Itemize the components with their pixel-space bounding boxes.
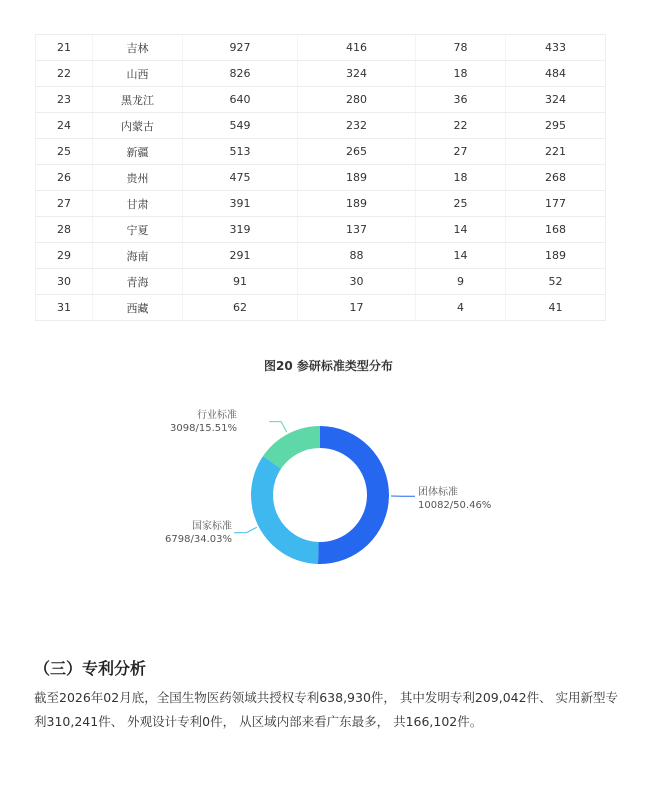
table-cell: 137 <box>298 217 416 243</box>
table-cell: 88 <box>298 243 416 269</box>
table-cell: 内蒙古 <box>93 113 183 139</box>
table-cell: 280 <box>298 87 416 113</box>
table-cell: 29 <box>36 243 93 269</box>
table-cell: 232 <box>298 113 416 139</box>
table-cell: 268 <box>506 165 606 191</box>
slice-group <box>318 426 389 564</box>
section-paragraph: 截至2026年02月底，全国生物医药领域共授权专利638,930件， 其中发明专利209,042件、 实用新型专利310,241件、 外观设计专利0件， 从区域内部来看广东最多， 共166,102件。 <box>34 690 619 729</box>
table-cell: 391 <box>183 191 298 217</box>
table-cell: 黑龙江 <box>93 87 183 113</box>
slice-industry-leader-line <box>269 422 287 433</box>
table-cell: 484 <box>506 61 606 87</box>
table-cell: 36 <box>416 87 506 113</box>
table-cell: 41 <box>506 295 606 321</box>
table-cell: 433 <box>506 35 606 61</box>
table-cell: 青海 <box>93 269 183 295</box>
section-title: （三）专利分析 <box>34 659 147 678</box>
table-cell: 416 <box>298 35 416 61</box>
table-cell: 826 <box>183 61 298 87</box>
table-cell: 17 <box>298 295 416 321</box>
table-cell: 927 <box>183 35 298 61</box>
table-cell: 14 <box>416 217 506 243</box>
table-cell: 山西 <box>93 61 183 87</box>
table-cell: 31 <box>36 295 93 321</box>
table-cell: 27 <box>36 191 93 217</box>
table-cell: 西藏 <box>93 295 183 321</box>
table-cell: 475 <box>183 165 298 191</box>
table-cell: 吉林 <box>93 35 183 61</box>
table-cell: 25 <box>36 139 93 165</box>
table-cell: 221 <box>506 139 606 165</box>
slice-label-national-box <box>165 520 232 546</box>
table-cell: 30 <box>36 269 93 295</box>
table-cell: 21 <box>36 35 93 61</box>
table-cell: 177 <box>506 191 606 217</box>
slice-name-industry: 行业标准 <box>197 410 237 421</box>
table-cell: 23 <box>36 87 93 113</box>
table-cell: 189 <box>298 191 416 217</box>
table-cell: 24 <box>36 113 93 139</box>
table-cell: 291 <box>183 243 298 269</box>
slice-value-national: 6798/34.03% <box>165 534 232 545</box>
slice-national <box>251 456 319 564</box>
table-cell: 324 <box>506 87 606 113</box>
table-cell: 贵州 <box>93 165 183 191</box>
table-cell: 25 <box>416 191 506 217</box>
table-cell: 14 <box>416 243 506 269</box>
table-cell: 62 <box>183 295 298 321</box>
table-cell: 18 <box>416 61 506 87</box>
table-cell: 22 <box>36 61 93 87</box>
slice-value-group: 10082/50.46% <box>418 500 492 511</box>
table-cell: 4 <box>416 295 506 321</box>
table-cell: 9 <box>416 269 506 295</box>
table-cell: 513 <box>183 139 298 165</box>
table-cell: 28 <box>36 217 93 243</box>
table-cell: 52 <box>506 269 606 295</box>
slice-name-national: 国家标准 <box>192 521 232 532</box>
table-cell: 30 <box>298 269 416 295</box>
table-cell: 甘肃 <box>93 191 183 217</box>
table-cell: 549 <box>183 113 298 139</box>
slice-name-group: 团体标准 <box>418 487 458 498</box>
table-cell: 18 <box>416 165 506 191</box>
slice-label-industry <box>170 409 237 435</box>
table-cell: 189 <box>506 243 606 269</box>
slice-national-leader-line <box>234 527 257 532</box>
slice-value-industry: 3098/15.51% <box>170 423 237 434</box>
table-cell: 海南 <box>93 243 183 269</box>
table-cell: 265 <box>298 139 416 165</box>
table-cell: 168 <box>506 217 606 243</box>
table-cell: 78 <box>416 35 506 61</box>
table-cell: 26 <box>36 165 93 191</box>
table-cell: 22 <box>416 113 506 139</box>
table-cell: 640 <box>183 87 298 113</box>
table-cell: 189 <box>298 165 416 191</box>
table-cell: 324 <box>298 61 416 87</box>
figure-title: 图20 参研标准类型分布 <box>264 359 393 373</box>
table-cell: 91 <box>183 269 298 295</box>
table-cell: 295 <box>506 113 606 139</box>
slice-label-group <box>418 486 491 512</box>
table-cell: 新疆 <box>93 139 183 165</box>
table-cell: 319 <box>183 217 298 243</box>
table-cell: 宁夏 <box>93 217 183 243</box>
table-cell: 27 <box>416 139 506 165</box>
